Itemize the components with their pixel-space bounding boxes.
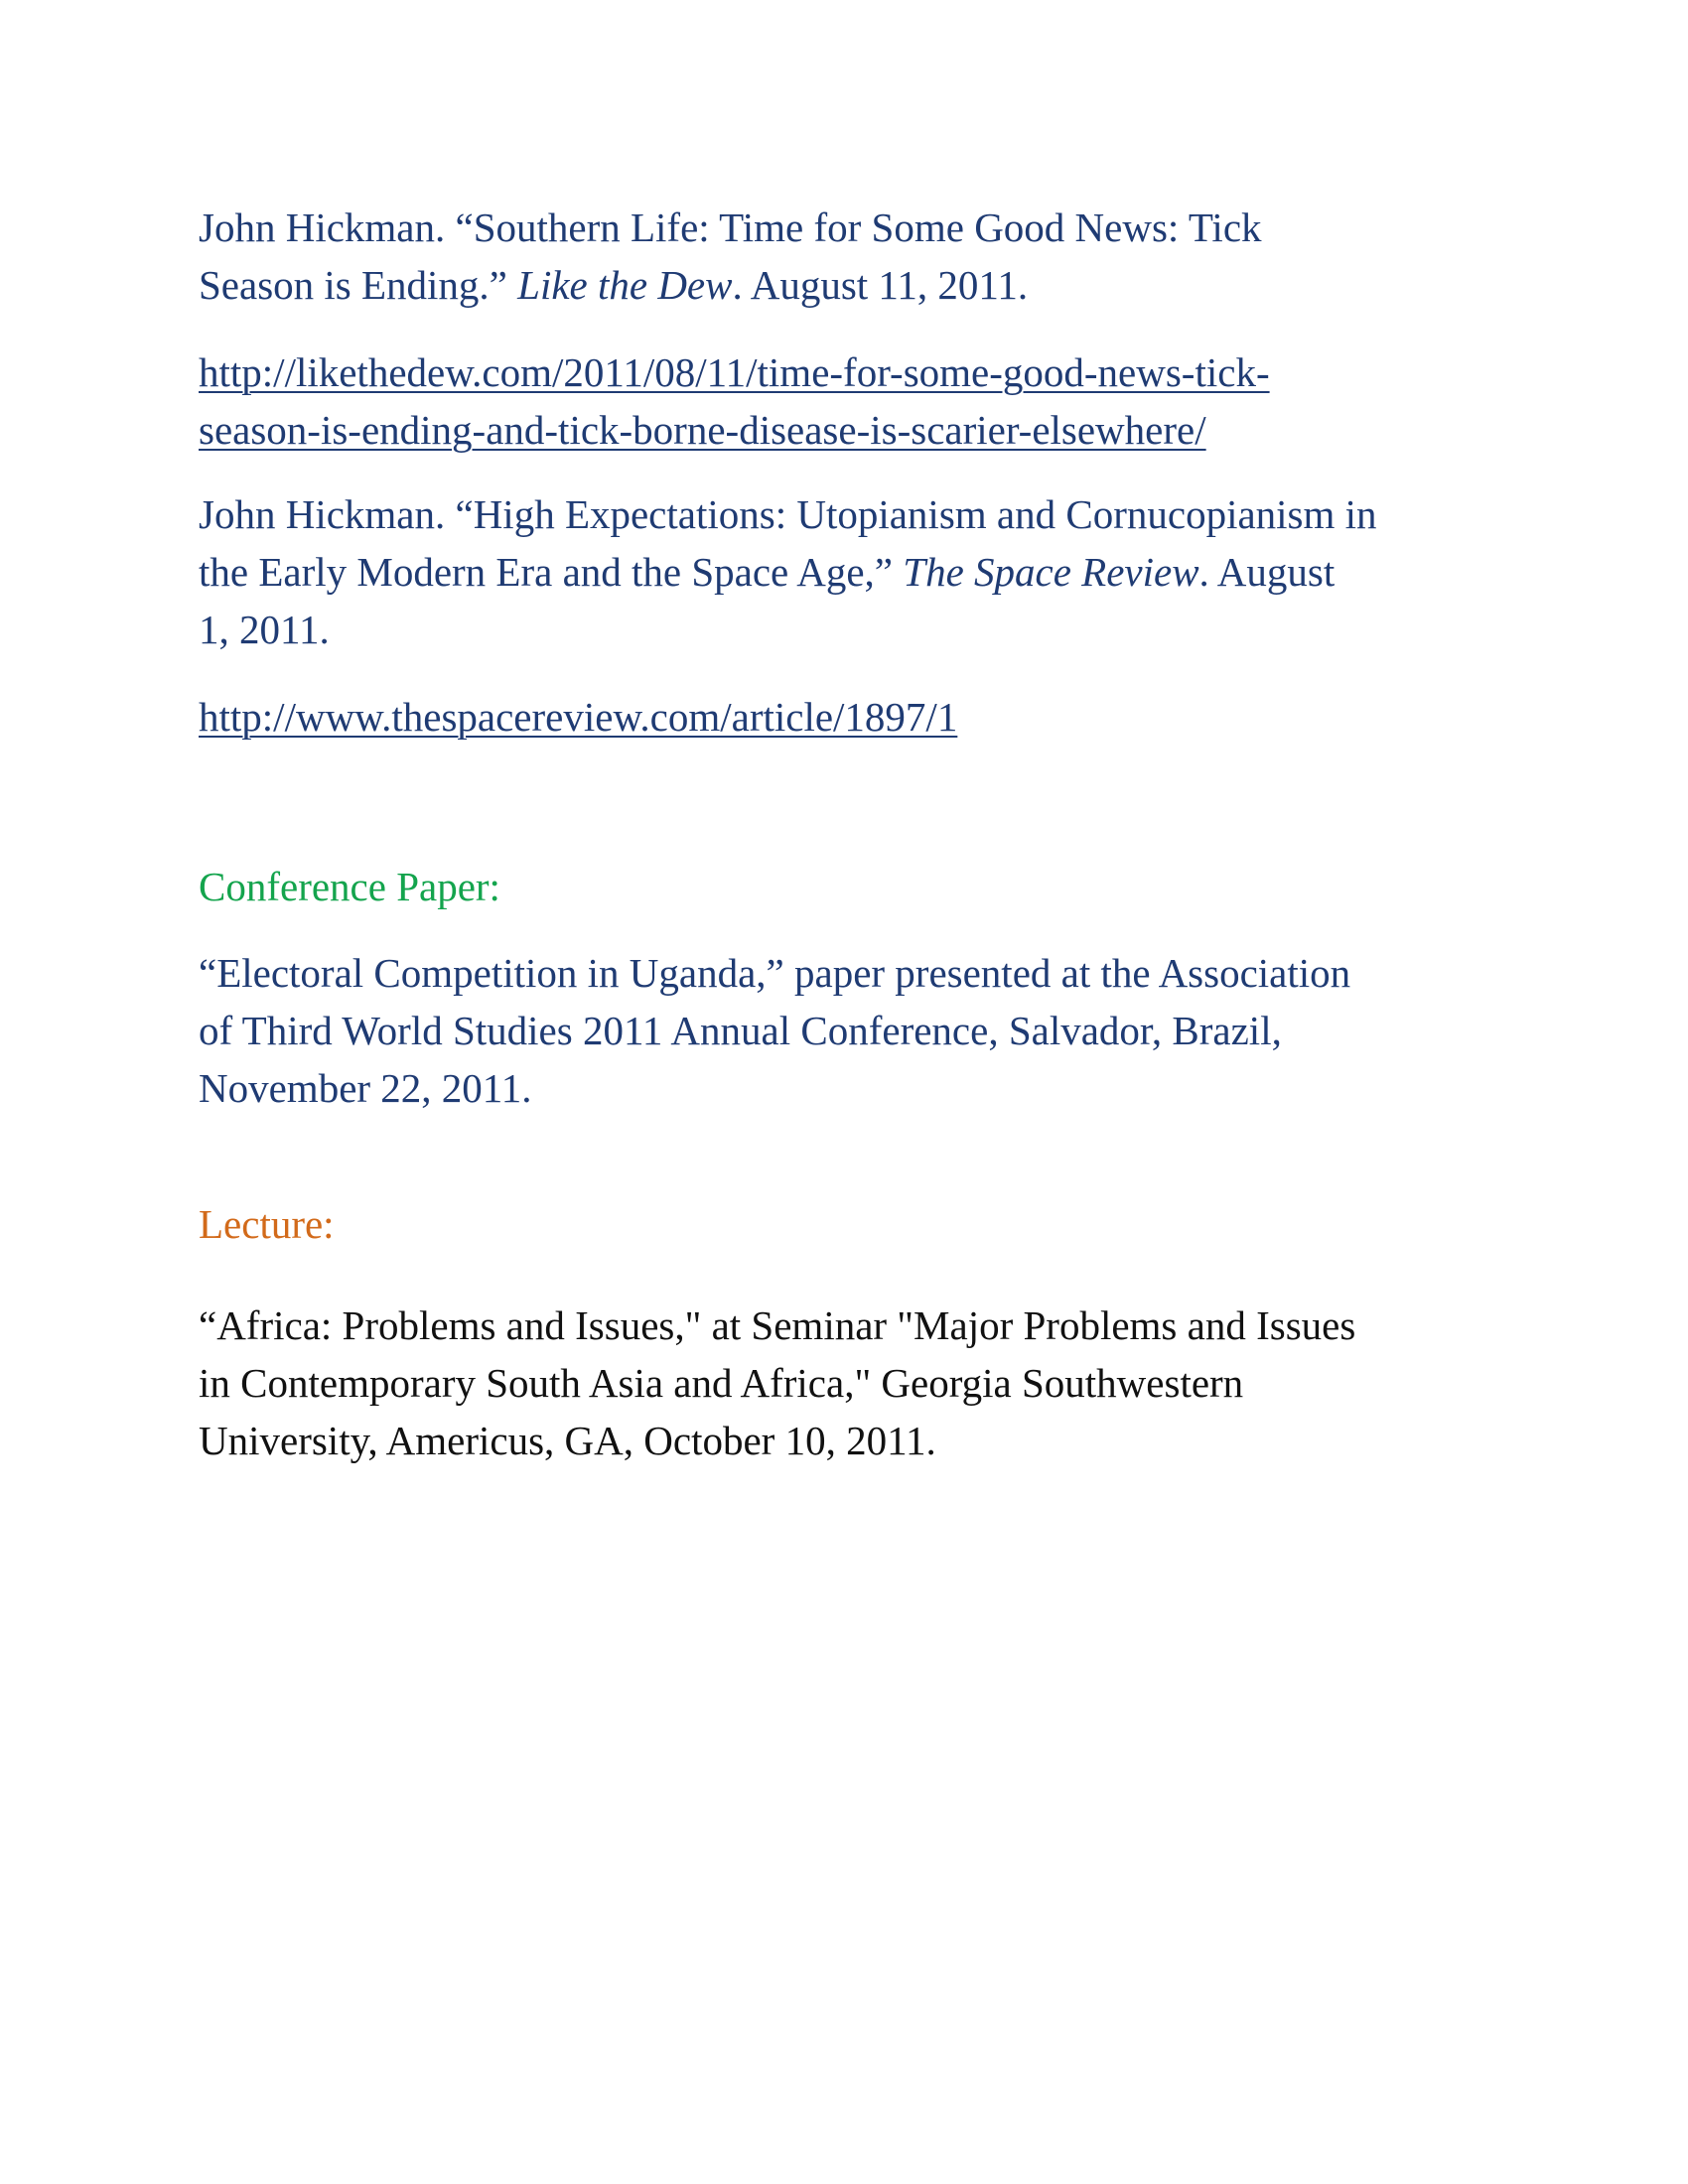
publication-title: The Space Review	[903, 549, 1199, 595]
spacereview-link[interactable]	[199, 688, 957, 746]
citation-line: John Hickman. “High Expectations: Utopianism and Cornucopianism in	[199, 491, 1377, 537]
lecture-line: in Contemporary South Asia and Africa," Georgia Southwestern	[199, 1360, 1244, 1406]
url-line: http://likethedew.com/2011/08/11/time-for-some-good-news-tick-	[199, 349, 1270, 395]
citation-high-expectations	[199, 485, 1377, 658]
citation-date: . August 11, 2011.	[732, 262, 1029, 308]
citation-date: . August	[1198, 549, 1336, 595]
citation-text: Season is Ending.”	[199, 262, 518, 308]
lecture-entry	[199, 1297, 1355, 1469]
citation-text: the Early Modern Era and the Space Age,”	[199, 549, 904, 595]
conference-line: November 22, 2011.	[199, 1065, 532, 1111]
citation-line	[199, 543, 1377, 601]
url-line: http://www.thespacereview.com/article/1897/1	[199, 694, 958, 740]
citation-southern-life	[199, 199, 1262, 314]
likethedew-link[interactable]	[199, 343, 1270, 459]
conference-line: “Electoral Competition in Uganda,” paper presented at the Association	[199, 950, 1351, 996]
conference-heading: Conference Paper:	[199, 864, 500, 909]
citation-line: 1, 2011.	[199, 607, 330, 652]
citation-line: John Hickman. “Southern Life: Time for Some Good News: Tick	[199, 205, 1262, 250]
lecture-line: University, Americus, GA, October 10, 2011.	[199, 1418, 936, 1463]
url-line: season-is-ending-and-tick-borne-disease-is-scarier-elsewhere/	[199, 407, 1206, 453]
conference-entry	[199, 944, 1350, 1117]
conference-line: of Third World Studies 2011 Annual Conference, Salvador, Brazil,	[199, 1008, 1282, 1053]
lecture-line: “Africa: Problems and Issues," at Seminar "Major Problems and Issues	[199, 1302, 1356, 1348]
citation-line	[199, 256, 1262, 314]
publication-title: Like the Dew	[517, 262, 733, 308]
lecture-heading: Lecture:	[199, 1201, 335, 1247]
